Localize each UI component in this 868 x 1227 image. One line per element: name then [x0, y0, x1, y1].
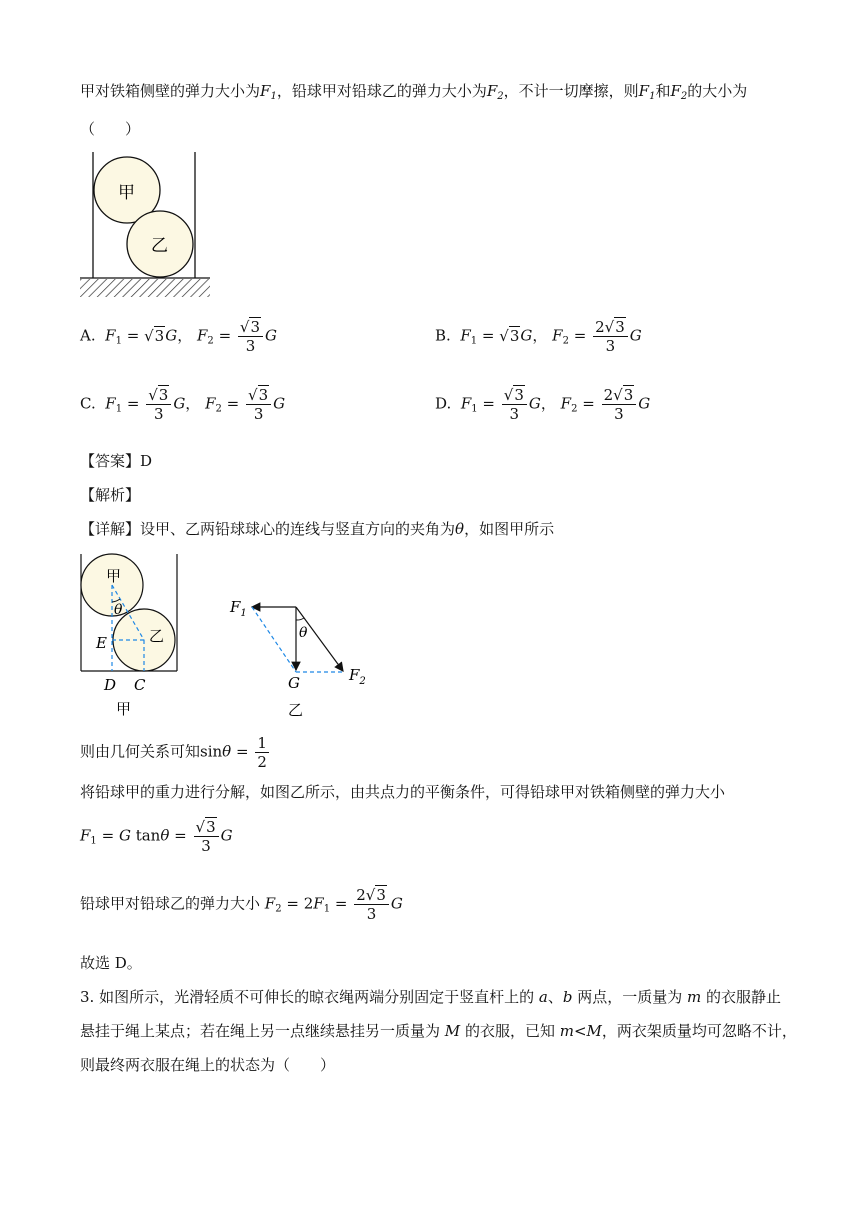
step-decompose: 将铅球甲的重力进行分解，如图乙所示，由共点力的平衡条件，可得铅球甲对铁箱侧壁的弹力大小	[80, 783, 726, 801]
f2-symbol: $F_2$	[670, 82, 688, 102]
formula-f2: 铅球甲对铅球乙的弹力大小 $F_2 = 2F_1$ = $\frac{2√3}{3}$ G	[80, 886, 403, 923]
figure-jia-caption: 甲	[116, 700, 132, 718]
option-a[interactable]: A. $F_1 = √3G$， $F_2$ = $\frac{√3}{3}$ G	[80, 318, 278, 355]
figure-yi-caption: 乙	[288, 701, 304, 719]
dash-left	[252, 607, 296, 672]
analysis-heading: 【解析】	[80, 486, 141, 504]
f1-symbol: $F_1$	[638, 82, 656, 102]
intro-text-1: 甲对铁箱侧壁的弹力大小为	[80, 82, 261, 100]
formula-f1: $F_1 = G$ tanθ = $\frac{√3}{3}$ G	[80, 818, 233, 855]
q3-line-2: 悬挂于绳上某点；若在绳上另一点继续悬挂另一质量为 M 的衣服，已知 m<M，两衣架质量均可忽略不计，	[80, 1022, 797, 1040]
ball-top-label: 甲	[118, 183, 135, 203]
q3-line-3: 则最终两衣服在绳上的状态为（ ）	[80, 1056, 336, 1074]
ball-bottom-label: 乙	[149, 627, 165, 645]
ground-hatch	[80, 279, 210, 297]
option-b[interactable]: B. $F_1 = √3G$， $F_2$ = $\frac{2√3}{3}$ G	[435, 318, 642, 355]
f1-symbol: $F_1$	[260, 82, 277, 102]
f2-label: $F_2$	[349, 666, 366, 687]
answer-line: 【答案】D	[80, 452, 153, 470]
figure-box-balls	[76, 148, 216, 300]
step-sin: 则由几何关系可知sinθ = $\frac{1}{2}$	[80, 734, 267, 771]
answer-bracket: （ ）	[80, 120, 141, 138]
ball-top-label: 甲	[106, 567, 122, 585]
intro-text-2: ，铅球甲对铅球乙的弹力大小为	[276, 82, 487, 100]
ball-bottom-label: 乙	[151, 236, 168, 256]
theta-label: θ	[299, 625, 308, 641]
intro-text-5: 的大小为	[687, 82, 748, 100]
point-c-label: C	[134, 676, 146, 694]
q3-line-1: 3. 如图所示，光滑轻质不可伸长的晾衣绳两端分别固定于竖直杆上的 a、b 两点，一质量为 m 的衣服静止	[80, 988, 782, 1006]
intro-text-4: 和	[655, 82, 671, 100]
figure-yi	[225, 592, 375, 722]
f2-symbol: $F_2$	[486, 82, 504, 102]
detail-line: 【详解】设甲、乙两铅球球心的连线与竖直方向的夹角为θ，如图甲所示	[80, 520, 555, 538]
intro-text-3: ，不计一切摩擦，则	[503, 82, 639, 100]
option-c[interactable]: C. $F_1$ = $\frac{√3}{3}$ G， $F_2$ = $\frac{√3}{3}$ G	[80, 386, 286, 423]
figure-jia	[76, 552, 186, 722]
theta-label: θ	[114, 602, 123, 618]
intro-line	[80, 80, 747, 102]
f1-label: $F_1$	[230, 598, 247, 619]
conclusion: 故选 D。	[80, 954, 142, 972]
g-label: G	[288, 674, 300, 692]
point-d-label: D	[104, 676, 117, 694]
point-e-label: E	[96, 634, 107, 652]
option-d[interactable]: D. $F_1$ = $\frac{√3}{3}$ G， $F_2$ = $\frac{2√3}{3}$ G	[435, 386, 651, 423]
